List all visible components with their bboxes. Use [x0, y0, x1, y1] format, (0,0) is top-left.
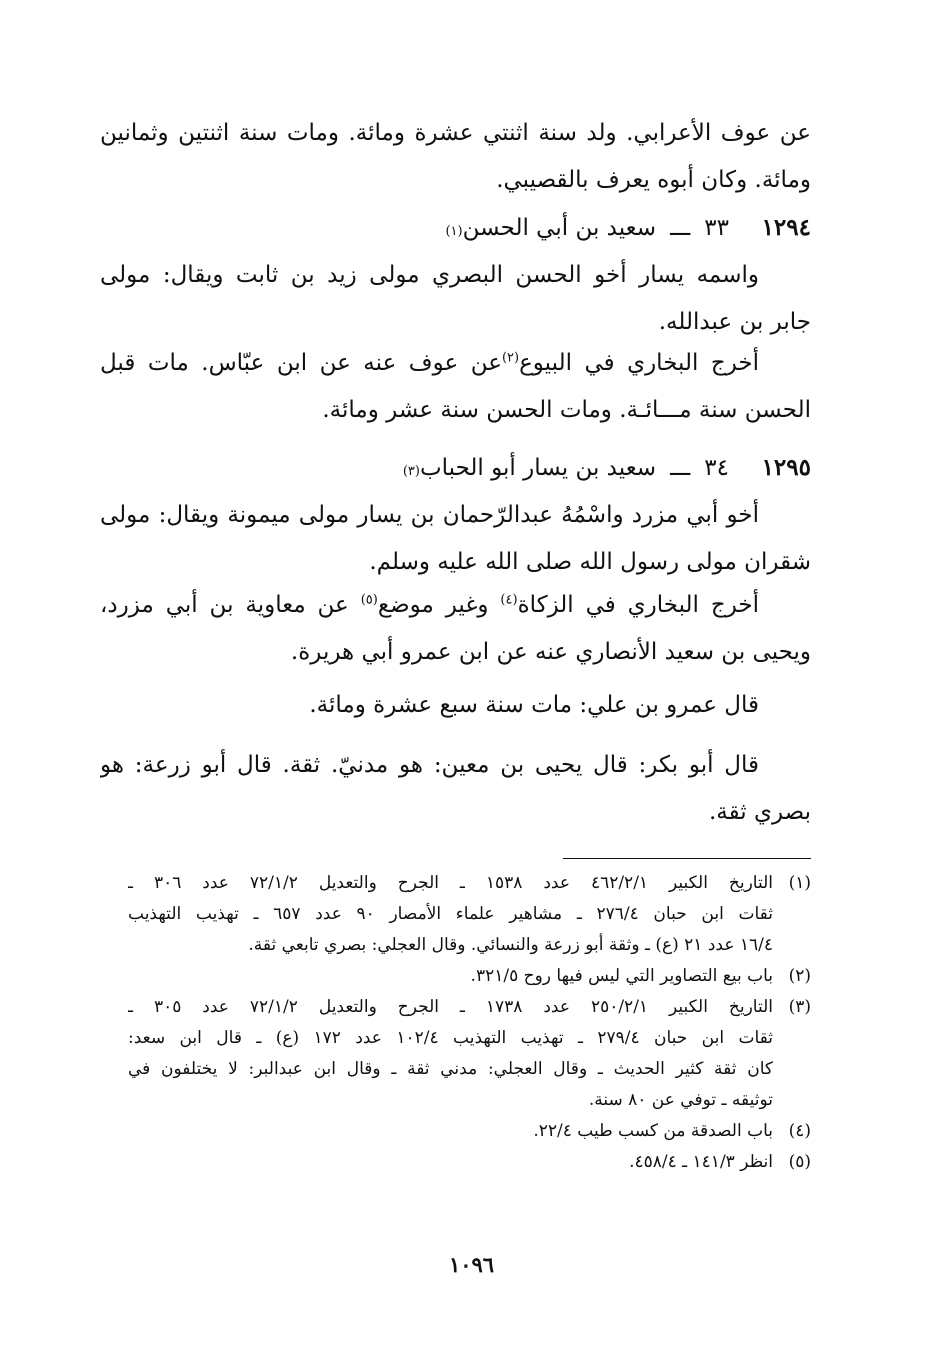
entry-name: سعيد بن أبي الحسن: [462, 215, 657, 241]
text-segment: أخرج البخاري في البيوع: [519, 350, 759, 376]
text-line: ويحيى بن سعيد الأنصاري عنه عن ابن عمرو أبي هريرة.: [290, 639, 811, 665]
entry-heading-1294: ١٢٩٤ ٣٣ ـــ سعيد بن أبي الحسن (١): [100, 204, 811, 252]
footnote-separator: [563, 858, 811, 859]
paragraph-5: [100, 582, 811, 676]
footnotes: [128, 868, 811, 1178]
entry-dash: ـــ: [670, 455, 691, 481]
footnote-mark: (١): [788, 873, 811, 893]
text-line: [100, 340, 811, 387]
text-line: عن عوف الأعرابي. ولد سنة اثنتي عشرة ومائة. ومات سنة اثنتين وثمانين: [100, 120, 811, 146]
footnote-line: ثقات ابن حبان ٢٧٦/٤ ـ مشاهير علماء الأمصار ٩٠ عدد ٦٥٧ ـ تهذيب التهذيب: [128, 904, 773, 924]
footnote-line: التاريخ الكبير ٤٦٢/٢/١ عدد ١٥٣٨ ـ الجرح والتعديل ٧٢/١/٢ عدد ٣٠٦ ـ: [128, 873, 773, 893]
text-segment: وغير موضع: [377, 592, 489, 618]
text-line: الحسن سنة مـــائـة. ومات الحسن سنة عشر ومائة.: [322, 397, 811, 423]
footnote-ref: (٢): [501, 350, 520, 366]
paragraph-3: [100, 340, 811, 434]
paragraph-4: [100, 492, 811, 586]
entry-number: ١٢٩٤: [761, 214, 811, 241]
footnote-line: باب الصدقة من كسب طيب ٢٢/٤.: [533, 1121, 773, 1141]
footnote-4: [128, 1116, 811, 1147]
footnote-mark: (٤): [788, 1121, 811, 1141]
paragraph-7: [100, 742, 811, 836]
text-segment: أخرج البخاري في الزكاة: [517, 592, 759, 618]
footnote-line: انظر ١٤١/٣ ـ ٤٥٨/٤.: [629, 1152, 773, 1172]
entry-name: سعيد بن يسار أبو الحباب: [419, 455, 657, 481]
paragraph-2: [100, 252, 811, 346]
page-number: ١٠٩٦: [448, 1252, 495, 1277]
entry-ordinal: ٣٤: [704, 455, 729, 481]
footnote-2: [128, 961, 811, 992]
paragraph-6: [100, 682, 811, 729]
paragraph-1: [100, 110, 811, 204]
text-line: أخو أبي مزرد واسْمُهُ عبدالرّحمان بن يسار مولى ميمونة ويقال: مولى: [100, 502, 759, 528]
text-line: قال عمرو بن علي: مات سنة سبع عشرة ومائة.: [309, 692, 759, 718]
footnote-3: [128, 992, 811, 1116]
footnote-mark: (٣): [788, 997, 811, 1017]
footnote-line: توثيقه ـ توفي عن ٨٠ سنة.: [588, 1090, 773, 1110]
footnote-ref: (٥): [360, 592, 378, 608]
footnote-line: كان ثقة كثير الحديث ـ وقال العجلي: مدني ثقة ـ وقال ابن عبدالبر: لا يختلفون في: [128, 1059, 773, 1079]
text-line: قال أبو بكر: قال يحيى بن معين: هو مدنيّ. ثقة. قال أبو زرعة: هو: [100, 752, 759, 778]
text-segment: عن معاوية بن أبي مزرد،: [100, 592, 349, 618]
text-line: [100, 582, 811, 629]
text-line: واسمه يسار أخو الحسن البصري مولى زيد بن ثابت ويقال: مولى: [100, 262, 759, 288]
footnote-ref: (٤): [500, 592, 518, 608]
footnote-line: التاريخ الكبير ٢٥٠/٢/١ عدد ١٧٣٨ ـ الجرح والتعديل ٧٢/١/٢ عدد ٣٠٥ ـ: [128, 997, 773, 1017]
entry-ordinal: ٣٣: [704, 215, 729, 241]
entry-number: ١٢٩٥: [761, 454, 811, 481]
footnote-1: [128, 868, 811, 961]
footnote-line: ١٦/٤ عدد ٢١ (ع) ـ وثقة أبو زرعة والنسائي. وقال العجلي: بصري تابعي ثقة.: [248, 935, 773, 955]
text-line: بصري ثقة.: [708, 799, 811, 825]
footnote-line: ثقات ابن حبان ٢٧٩/٤ ـ تهذيب التهذيب ١٠٢/٤ عدد ١٧٢ (ع) ـ قال ابن سعد:: [128, 1028, 773, 1048]
footnote-mark: (٢): [788, 966, 811, 986]
footnote-line: باب بيع التصاوير التي ليس فيها روح ٣٢١/٥.: [470, 966, 773, 986]
footnote-5: [128, 1147, 811, 1178]
text-segment: عن عوف عنه عن ابن عبّاس. مات قبل: [100, 350, 502, 376]
entry-heading-1295: ١٢٩٥ ٣٤ ـــ سعيد بن يسار أبو الحباب (٣): [100, 444, 811, 492]
text-line: جابر بن عبدالله.: [658, 309, 811, 335]
text-line: شقران مولى رسول الله صلى الله عليه وسلم.: [369, 549, 811, 575]
text-line: ومائة. وكان أبوه يعرف بالقصيبي.: [496, 167, 811, 193]
footnote-mark: (٥): [788, 1152, 811, 1172]
entry-dash: ـــ: [670, 215, 691, 241]
